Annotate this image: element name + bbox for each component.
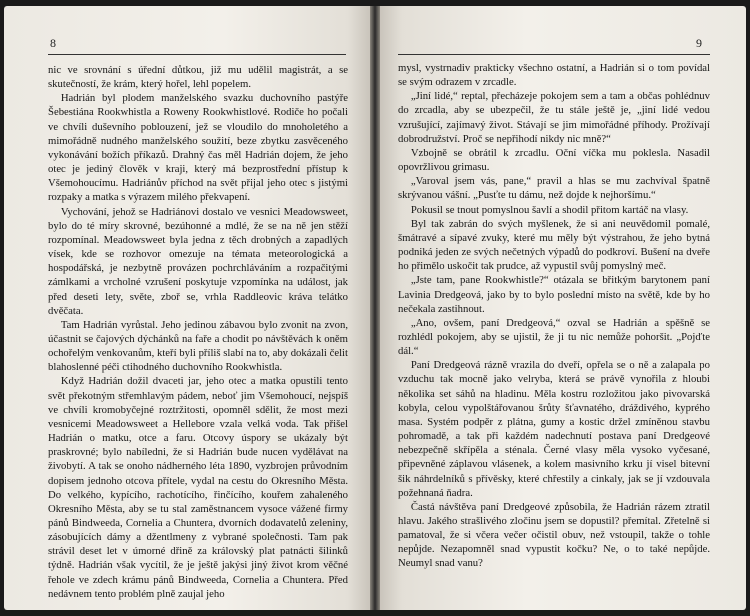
paragraph: „Jste tam, pane Rookwhistle?“ otázala se břitkým barytonem paní Lavinia Dredgeová, jako by to bylo poslední místo na světě, kde by ho nečekala zastihnout. [398,274,710,315]
paragraph: Častá návštěva paní Dredgeové způsobila, že Hadrián rázem ztratil hlavu. Jakého strašlivého zločinu jsem se dopustil? přemítal. Zřetelně si pamatoval, že si včera večer očistil obuv, než vstoupil, takže o tohle nepůjde. Nezapomněl snad vypustit kočku? Ne, o to také nepůjde. Neumyl snad vanu? [398,500,710,570]
book-gutter [370,6,380,610]
paragraph: „Jiní lidé,“ reptal, přecházeje pokojem sem a tam a občas pohlédnuv do zrcadla, aby se ubezpečil, že tu stále ještě je, „jiní lidé vedou vzrušující, zajímavý život. Stávají se jim mimořádné příhody. Prožívají dobrodružství. Proč se nepřihodí nikdy nic mně?“ [398,90,710,145]
left-header-rule [48,54,346,55]
paragraph: „Varoval jsem vás, pane,“ pravil a hlas se mu zachvíval špatně skrývanou vášní. „Pusťte tu dámu, než dojde k nejhoršímu.“ [398,175,710,202]
paragraph: Když Hadrián dožil dvaceti jar, jeho otec a matka opustili tento svět překotným střemhlavým pádem, neboť jim Všemohoucí, nejspíš ve chvíli kromobyčejné roztržitosti, opomněl sdělit, že most mezi vesnicemi Meadowsweet a Hellebore vzala velká voda. Tak přišel Hadrián o matku, otce a faru. Otcovy úspory se ukázaly být praskrovné; bylo nabíledni, že si Hadrián bude nucen vydělávat na živobytí. A tak se onoho nádherného léta 1890, vyzbrojen průvodním dopisem jednoho otcova přítele, vydal na cestu do Okresního Města. Do velkého, kypícího, rachotícího, řinčícího, kouřem zahaleného Okresního Města, aby se tu stal zaměstnancem vysoce vážené firmy pánů Bindweeda, Cornelia a Chuntera, dvorních dodavatelů zeleniny, zásobujících dámy a džentlmeny z vybrané společnosti. Tam pak strávil deset let v úmorné dřině za královský plat patnácti šilinků týdně. Hadrián však vycítil, že je ještě jakýsi jiný život krom věčné řehole ve zdech krámu pánů Bindweeda, Cornelia a Chuntera. Před nedávnem tento problém plně zaujal jeho [48,375,348,600]
paragraph: Pokusil se tnout pomyslnou šavlí a shodil přitom kartáč na vlasy. [410,203,689,216]
paragraph: Paní Dredgeová rázně vrazila do dveří, opřela se o ně a zalapala po vzduchu tak mocně jako velryba, která se právě vynořila z hloubi několika set sáhů na hladinu. Měla kostru rozložitou jako pivovarská kobyla, celou vypolštářovanou šrůty šťavnatého, dráždivého, kyprého masa. Systém podpěr z plátna, gumy a kostic držel zmíněnou stavbu pohromadě, a tak při každém nadechnutí postava paní Dredgeové nebezpečně skřípěla a sténala. Černé vlasy měla vysoko vyčesané, připevněné záplavou vlásenek, a kolem masivního krku jí visel bitevní šik náhrdelníků s přívěsky, které chřestily a cinkaly, jak se jí vzdouvala požehnaná ňadra. [398,359,710,499]
left-page [4,6,370,610]
paragraph: Vychování, jehož se Hadriánovi dostalo ve vesnici Meadowsweet, bylo do té míry skrovné, bezúhonné a mdlé, že se na ně jen stěží rozpomínal. Meadowsweet byla jedna z těch drobných a zapadlých vísek, kde se rozhovor omezuje na témata meteorologická a hospodářská, je nezbytně provázen pochrchláváním a rozpačitými zámlkami a vrcholné vzrušení poskytuje vzpomínka na událost, jak před deseti lety, světe, zboř se, vrhla Raddleovic kráva telátko dvěčata. [48,205,348,317]
book-spread [4,6,746,610]
paragraph: Hadrián byl plodem manželského svazku duchovního pastýře Šebestiána Rookwhistla a Roweny Rookwhistlové. Rodiče ho počali ve chvíli duševního poblouzení, jež se vloudilo do mnoholetého a mimořádně nudného manželského soužití, beze zbytku zasvěceného vykonávání božích příkazů. Drahný čas měl Hadrián dojem, že jeho otec je jediný člověk v kraji, který má bezprostřední přístup k Všemohoucímu. Hadriánův příchod na svět přijal jeho otec s jistými rozpaky a matka s výrazem milého překvapení. [48,92,348,204]
paragraph: Byl tak zabrán do svých myšlenek, že si ani neuvědomil pomalé, šmátravé a sípavé zvuky, které mu měly být výstrahou, že jeho bytná podniká jeden ze svých nečetných výpadů do podkroví. Bušení na dveře ho přimělo uskočit tak prudce, až vypustil svůj pomyslný meč. [398,217,710,273]
right-header-rule [398,54,710,55]
right-page-number: 9 [696,36,702,50]
paragraph: „Ano, ovšem, paní Dredgeová,“ ozval se Hadrián a spěšně se rozhlédl pokojem, aby se ujistil, že ji tu nic nemůže pohoršit. „Pojďte dál.“ [398,316,710,358]
paragraph: nic ve srovnání s úřední důtkou, již mu udělil magistrát, a se skutečností, že krám, který hořel, lehl popelem. [48,64,348,91]
paragraph: Vzbojně se obrátil k zrcadlu. Oční víčka mu poklesla. Nasadil opovržlivou grimasu. [398,146,710,174]
paragraph: mysl, vystrnadiv prakticky všechno ostatní, a Hadrián si o tom povídal se svým odrazem v zrcadle. [398,62,710,89]
paragraph: Tam Hadrián vyrůstal. Jeho jedinou zábavou bylo zvonit na zvon, účastnit se čajových dýchánků na faře a chodit po návštěvách k oněm ochořelým venkovanům, kteří byli příliš slabí na to, aby dokázali čelit blahoslenné péči ctihodného duchovního Rookwhistla. [48,318,348,374]
right-page [380,6,746,610]
right-page-text [398,61,710,571]
left-page-number: 8 [50,36,56,50]
left-page-text [48,63,348,601]
